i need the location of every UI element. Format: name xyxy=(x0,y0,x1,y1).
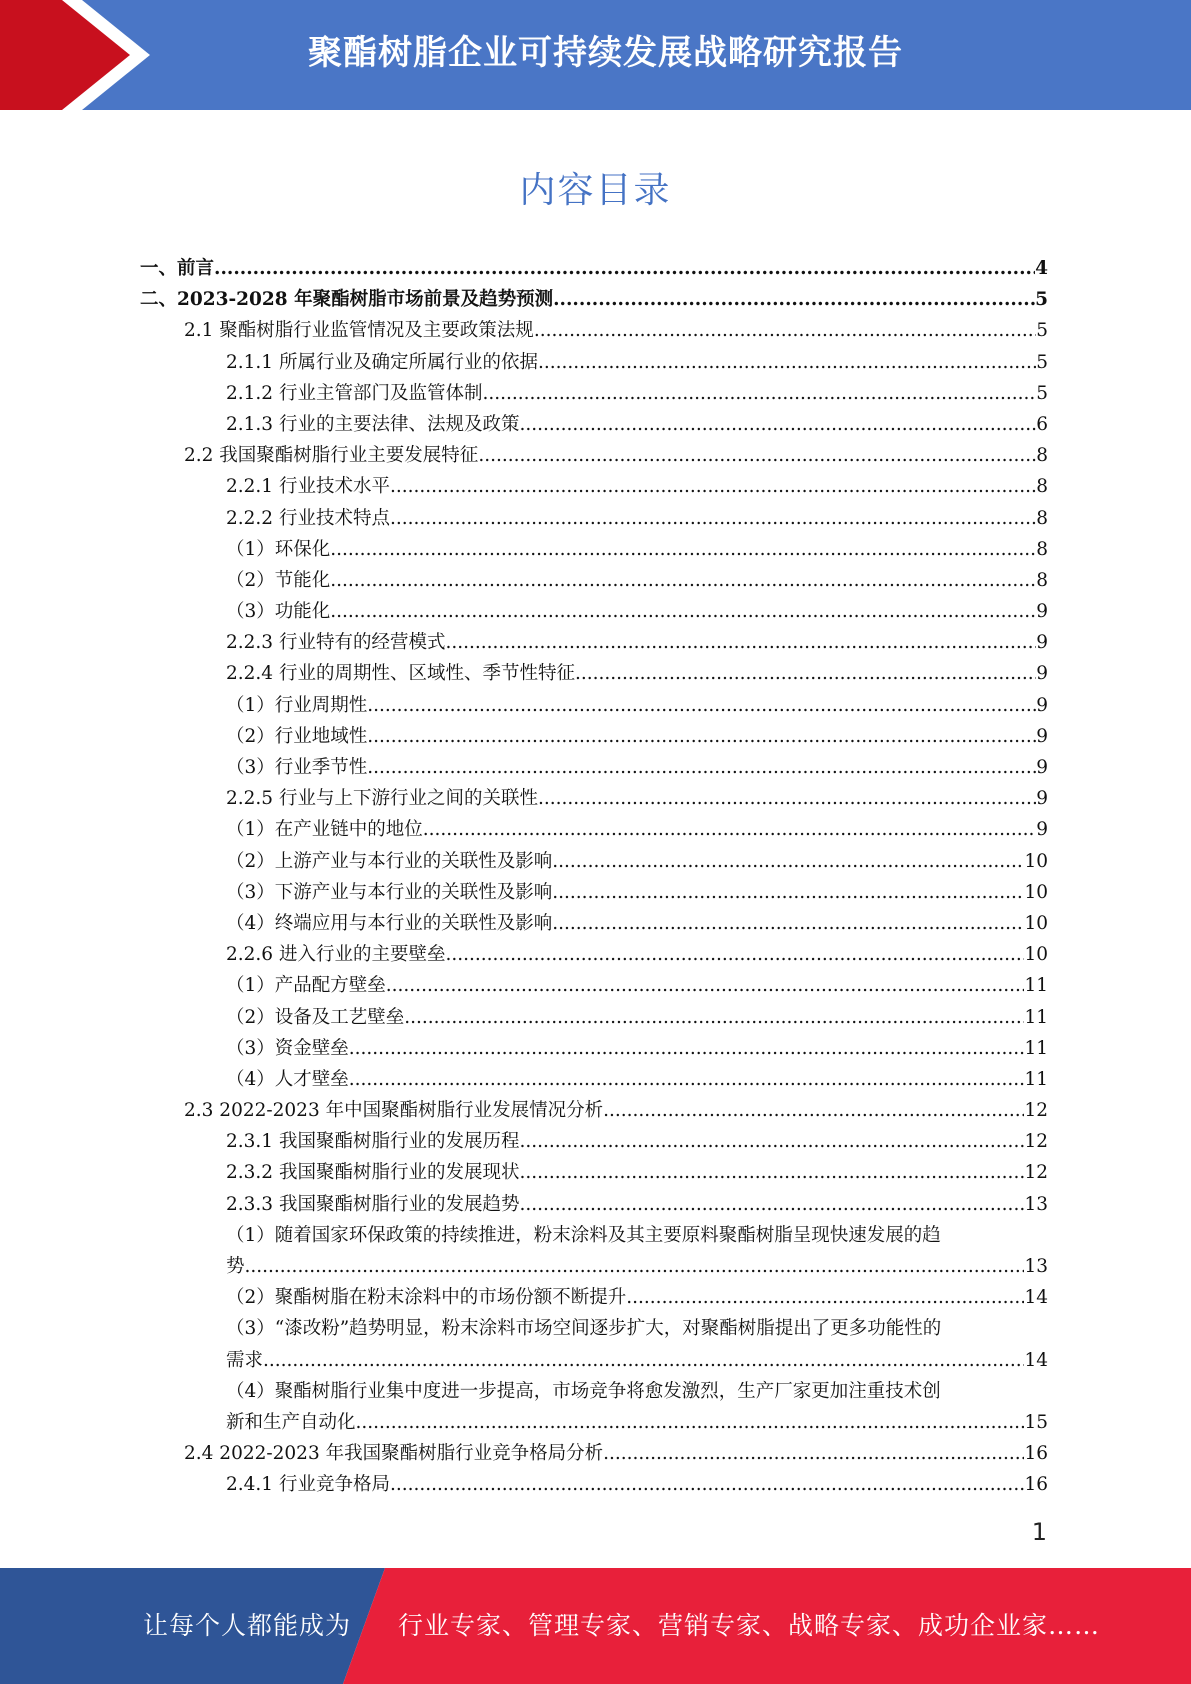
toc-entry-page: 10 xyxy=(1024,944,1048,966)
toc-leader-dots xyxy=(245,1251,1025,1282)
toc-entry[interactable] xyxy=(140,1189,1048,1220)
toc-entry-page: 10 xyxy=(1024,881,1048,903)
toc-entry[interactable] xyxy=(140,1438,1048,1469)
toc-entry-label: 2.1.3 行业的主要法律、法规及政策 xyxy=(226,413,520,435)
toc-entry-label: （3）行业季节性 xyxy=(226,757,368,778)
toc-entry-label: （3）资金壁垒 xyxy=(226,1037,349,1059)
toc-leader-dots xyxy=(552,908,1024,939)
toc-leader-dots xyxy=(552,846,1024,877)
toc-entry-page: 5 xyxy=(1036,351,1048,373)
toc-entry-page: 6 xyxy=(1036,413,1048,435)
toc-entry[interactable] xyxy=(140,846,1048,877)
toc-entry-page: 8 xyxy=(1036,476,1048,498)
toc-entry-label: 一、前言 xyxy=(140,258,215,279)
footer-slogan-left: 让每个人都能成为 xyxy=(143,1611,352,1640)
toc-entry[interactable] xyxy=(140,253,1048,284)
toc-entry-label: 2.4 2022-2023 年我国聚酯树脂行业竞争格局分析 xyxy=(184,1443,604,1465)
toc-entry-page: 15 xyxy=(1024,1411,1048,1433)
toc-entry-label: 2.1.2 行业主管部门及监管体制 xyxy=(226,382,483,404)
toc-entry[interactable] xyxy=(140,471,1048,502)
toc-entry[interactable] xyxy=(140,534,1048,565)
toc-entry-page: 14 xyxy=(1024,1349,1048,1371)
toc-leader-dots xyxy=(478,440,1036,471)
toc-leader-dots xyxy=(390,1469,1024,1500)
toc-entry-label: （4）人才壁垒 xyxy=(226,1068,349,1090)
toc-leader-dots xyxy=(519,1157,1024,1188)
toc-entry-label: 2.1.1 所属行业及确定所属行业的依据 xyxy=(226,351,538,373)
toc-leader-dots xyxy=(519,1189,1024,1220)
toc-entry-page: 9 xyxy=(1036,601,1048,623)
toc-entry-label: （2）节能化 xyxy=(226,569,331,591)
toc-entry[interactable] xyxy=(140,1095,1048,1126)
toc-entry-page: 10 xyxy=(1024,912,1048,934)
toc-entry-label: 2.3.1 我国聚酯树脂行业的发展历程 xyxy=(226,1131,520,1153)
toc-entry-page: 5 xyxy=(1036,382,1048,404)
toc-entry-page: 5 xyxy=(1035,289,1048,311)
toc-entry-label: 2.4.1 行业竞争格局 xyxy=(226,1474,390,1496)
toc-entry-page: 12 xyxy=(1024,1162,1048,1184)
toc-entry-label: （2）行业地域性 xyxy=(226,725,368,747)
footer-slogan-right: 行业专家、管理专家、营销专家、战略专家、成功企业家…… xyxy=(398,1611,1101,1640)
toc-leader-dots xyxy=(390,471,1036,502)
toc-entry[interactable] xyxy=(140,1313,1048,1344)
toc-entry[interactable] xyxy=(140,1220,1048,1251)
toc-leader-dots xyxy=(519,409,1036,440)
toc-leader-dots xyxy=(349,1033,1025,1064)
toc-leader-dots xyxy=(482,378,1036,409)
toc-entry-label: 2.2.5 行业与上下游行业之间的关联性 xyxy=(226,788,538,810)
toc-leader-dots xyxy=(356,1407,1025,1438)
toc-entry-label: （3）功能化 xyxy=(226,601,331,623)
toc-entry-page: 8 xyxy=(1036,569,1048,591)
toc-entry-label: 二、2023-2028 年聚酯树脂市场前景及趋势预测 xyxy=(140,289,554,311)
toc-entry-label: 2.2.3 行业特有的经营模式 xyxy=(226,632,446,654)
page-number: 1 xyxy=(1031,1518,1047,1546)
toc-leader-dots xyxy=(575,658,1036,689)
toc-entry-label: （4）终端应用与本行业的关联性及影响 xyxy=(226,912,553,934)
toc-entry[interactable] xyxy=(140,1126,1048,1157)
toc-entry-page: 14 xyxy=(1024,1287,1048,1309)
toc-entry-label: 2.1 聚酯树脂行业监管情况及主要政策法规 xyxy=(184,320,534,342)
toc-leader-dots xyxy=(330,565,1036,596)
toc-leader-dots xyxy=(445,939,1024,970)
toc-entry[interactable] xyxy=(140,814,1048,845)
toc-entry-label: 2.2.4 行业的周期性、区域性、季节性特征 xyxy=(226,663,575,685)
toc-entry[interactable] xyxy=(140,565,1048,596)
toc-entry-page: 9 xyxy=(1036,819,1048,841)
toc-leader-dots xyxy=(603,1438,1024,1469)
toc-leader-dots xyxy=(552,877,1024,908)
toc-entry-page: 4 xyxy=(1035,258,1048,279)
toc-entry-page: 9 xyxy=(1036,725,1048,747)
toc-entry-page: 13 xyxy=(1024,1256,1048,1277)
toc-entry-label: 2.3.3 我国聚酯树脂行业的发展趋势 xyxy=(226,1193,520,1215)
toc-leader-dots xyxy=(390,503,1036,534)
toc-entry[interactable] xyxy=(140,690,1048,721)
toc-entry[interactable] xyxy=(140,284,1048,315)
toc-entry[interactable] xyxy=(140,1157,1048,1188)
toc-entry-label: 2.2.6 进入行业的主要壁垒 xyxy=(226,944,446,966)
toc-entry-page: 16 xyxy=(1024,1443,1048,1465)
toc-entry-label: （1）行业周期性 xyxy=(226,694,368,716)
toc-leader-dots xyxy=(423,814,1036,845)
toc-entry[interactable] xyxy=(140,1469,1048,1500)
toc-entry-label: （3）下游产业与本行业的关联性及影响 xyxy=(226,881,553,903)
toc-entry-page: 12 xyxy=(1024,1131,1048,1153)
toc-entry-label: 2.2.1 行业技术水平 xyxy=(226,476,390,498)
toc-entry-page: 13 xyxy=(1024,1193,1048,1215)
toc-entry-page: 12 xyxy=(1024,1100,1048,1122)
toc-entry-page: 8 xyxy=(1036,445,1048,467)
toc-entry-page: 9 xyxy=(1036,694,1048,716)
toc-entry-label: （1）随着国家环保政策的持续推进，粉末涂料及其主要原料聚酯树脂呈现快速发展的趋 xyxy=(226,1224,941,1246)
toc-leader-dots xyxy=(534,315,1036,346)
toc-entry-label: 新和生产自动化 xyxy=(226,1411,356,1433)
toc-entry-page: 5 xyxy=(1036,320,1048,342)
toc-entry[interactable] xyxy=(140,1282,1048,1313)
toc-entry-page: 9 xyxy=(1036,757,1048,778)
toc-entry-page: 9 xyxy=(1036,632,1048,654)
toc-entry[interactable] xyxy=(140,315,1048,346)
toc-leader-dots xyxy=(263,1345,1024,1376)
toc-entry-label: （2）设备及工艺壁垒 xyxy=(226,1006,405,1028)
toc-entry[interactable] xyxy=(140,939,1048,970)
toc-entry-page: 9 xyxy=(1036,788,1048,810)
toc-entry-label: （1）产品配方壁垒 xyxy=(226,975,386,997)
toc-entry[interactable] xyxy=(140,1407,1048,1438)
toc-leader-dots xyxy=(386,970,1025,1001)
toc-entry[interactable] xyxy=(140,596,1048,627)
toc-entry[interactable] xyxy=(140,627,1048,658)
toc-entry[interactable] xyxy=(140,721,1048,752)
toc-entry-page: 9 xyxy=(1036,663,1048,685)
toc-entry-page: 8 xyxy=(1036,538,1048,560)
toc-entry[interactable] xyxy=(140,1251,1048,1282)
toc-entry-label: 势 xyxy=(226,1256,245,1277)
toc-entry[interactable] xyxy=(140,658,1048,689)
toc-entry[interactable] xyxy=(140,1376,1048,1407)
toc-leader-dots xyxy=(603,1095,1024,1126)
toc-entry-label: 2.3 2022-2023 年中国聚酯树脂行业发展情况分析 xyxy=(184,1100,604,1122)
toc-entry-label: （2）上游产业与本行业的关联性及影响 xyxy=(226,850,553,872)
toc-leader-dots xyxy=(626,1282,1024,1313)
toc-leader-dots xyxy=(445,627,1036,658)
toc-leader-dots xyxy=(367,690,1036,721)
toc-entry-page: 11 xyxy=(1024,1006,1048,1028)
toc-leader-dots xyxy=(330,596,1036,627)
toc-leader-dots xyxy=(538,783,1036,814)
toc-entry[interactable] xyxy=(140,440,1048,471)
table-of-contents xyxy=(140,253,1048,1501)
toc-leader-dots xyxy=(553,284,1035,315)
toc-entry[interactable] xyxy=(140,503,1048,534)
toc-entry-page: 10 xyxy=(1024,850,1048,872)
toc-entry-page: 11 xyxy=(1024,1037,1048,1059)
toc-entry-label: （4）聚酯树脂行业集中度进一步提高，市场竞争将愈发激烈，生产厂家更加注重技术创 xyxy=(226,1380,941,1402)
toc-entry[interactable] xyxy=(140,347,1048,378)
toc-entry[interactable] xyxy=(140,378,1048,409)
toc-entry[interactable] xyxy=(140,877,1048,908)
toc-entry-page: 11 xyxy=(1024,1068,1048,1090)
toc-entry-label: （3）“漆改粉”趋势明显，粉末涂料市场空间逐步扩大，对聚酯树脂提出了更多功能性的 xyxy=(226,1318,942,1340)
footer-banner xyxy=(0,1568,1191,1684)
toc-entry-label: （1）环保化 xyxy=(226,538,331,560)
toc-entry-page: 8 xyxy=(1036,507,1048,529)
toc-leader-dots xyxy=(404,1002,1024,1033)
toc-entry[interactable] xyxy=(140,1064,1048,1095)
toc-leader-dots xyxy=(214,253,1035,284)
toc-entry[interactable] xyxy=(140,1345,1048,1376)
toc-entry-label: 需求 xyxy=(226,1349,264,1371)
toc-entry[interactable] xyxy=(140,908,1048,939)
toc-entry[interactable] xyxy=(140,783,1048,814)
toc-leader-dots xyxy=(519,1126,1024,1157)
report-header-banner xyxy=(0,0,1191,110)
toc-leader-dots xyxy=(349,1064,1025,1095)
toc-leader-dots xyxy=(330,534,1036,565)
toc-entry-label: 2.3.2 我国聚酯树脂行业的发展现状 xyxy=(226,1162,520,1184)
toc-entry-label: （1）在产业链中的地位 xyxy=(226,819,423,841)
toc-leader-dots xyxy=(538,347,1036,378)
toc-entry[interactable] xyxy=(140,970,1048,1001)
toc-entry[interactable] xyxy=(140,409,1048,440)
toc-heading: 内容目录 xyxy=(519,170,672,211)
toc-leader-dots xyxy=(367,752,1036,783)
toc-leader-dots xyxy=(367,721,1036,752)
report-title: 聚酯树脂企业可持续发展战略研究报告 xyxy=(308,33,903,73)
toc-entry[interactable] xyxy=(140,752,1048,783)
toc-entry-label: 2.2.2 行业技术特点 xyxy=(226,507,390,529)
toc-entry-page: 16 xyxy=(1024,1474,1048,1496)
toc-entry-page: 11 xyxy=(1024,975,1048,997)
toc-entry-label: 2.2 我国聚酯树脂行业主要发展特征 xyxy=(184,445,479,467)
toc-entry[interactable] xyxy=(140,1033,1048,1064)
toc-entry-label: （2）聚酯树脂在粉末涂料中的市场份额不断提升 xyxy=(226,1287,627,1309)
toc-entry[interactable] xyxy=(140,1002,1048,1033)
